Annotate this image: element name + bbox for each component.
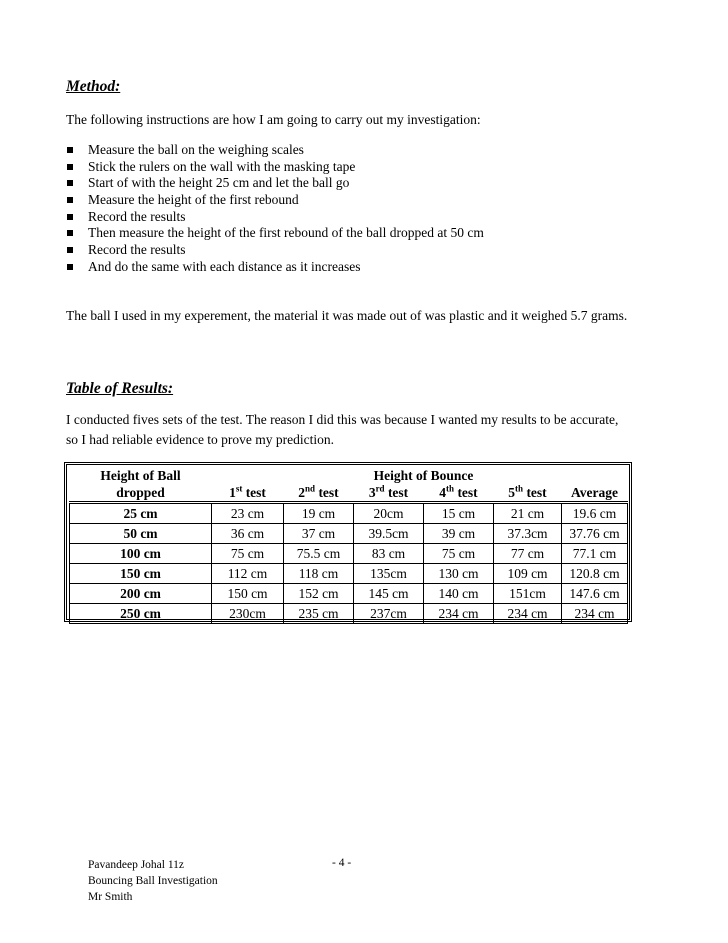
- method-step-text: Measure the height of the first rebound: [88, 192, 299, 208]
- table-cell: 234 cm: [494, 604, 562, 624]
- table-cell: 135cm: [354, 564, 424, 584]
- method-step-text: Stick the rulers on the wall with the masking tape: [88, 158, 356, 174]
- table-cell: 37.76 cm: [562, 524, 628, 544]
- table-row: [70, 524, 628, 544]
- table-row: [70, 584, 628, 604]
- table-cell: 77.1 cm: [562, 544, 628, 564]
- method-step: [66, 242, 484, 259]
- bullet-square-icon: [67, 214, 73, 220]
- table-cell: 37 cm: [284, 524, 354, 544]
- footer-line: Mr Smith: [88, 891, 133, 903]
- ball-note: The ball I used in my experement, the material it was made out of was plastic and it weighed 5.7 grams.: [66, 308, 628, 323]
- method-step: [66, 225, 484, 242]
- table-row: [70, 503, 628, 524]
- table-cell: 152 cm: [284, 584, 354, 604]
- table-cell: 75 cm: [212, 544, 284, 564]
- table-cell: 39.5cm: [354, 524, 424, 544]
- col-header-test-1: 1st test: [212, 484, 284, 503]
- method-step-text: Record the results: [88, 242, 186, 258]
- table-cell: 83 cm: [354, 544, 424, 564]
- bullet-square-icon: [67, 264, 73, 270]
- method-step-text: Start of with the height 25 cm and let the ball go: [88, 175, 350, 191]
- results-table: [69, 467, 628, 624]
- method-step: [66, 175, 484, 192]
- bullet-square-icon: [67, 147, 73, 153]
- table-cell: 21 cm: [494, 503, 562, 524]
- bullet-square-icon: [67, 180, 73, 186]
- col-header-test-2: 2nd test: [284, 484, 354, 503]
- method-intro: The following instructions are how I am going to carry out my investigation:: [66, 112, 481, 127]
- bullet-square-icon: [67, 230, 73, 236]
- table-cell: 140 cm: [424, 584, 494, 604]
- footer-line: Bouncing Ball Investigation: [88, 875, 218, 887]
- col-header-test-5: 5th test: [494, 484, 562, 503]
- footer-info: [88, 857, 218, 905]
- method-step-text: And do the same with each distance as it increases: [88, 258, 361, 274]
- method-step: [66, 209, 484, 226]
- group-header-height-of-bounce: Height of Bounce: [373, 468, 474, 483]
- table-cell: 130 cm: [424, 564, 494, 584]
- table-cell: 120.8 cm: [562, 564, 628, 584]
- footer-line: Pavandeep Johal 11z: [88, 859, 185, 871]
- row-drop-height: 250 cm: [70, 604, 212, 624]
- row-drop-height: 100 cm: [70, 544, 212, 564]
- table-cell: 234 cm: [424, 604, 494, 624]
- table-cell: 20cm: [354, 503, 424, 524]
- table-cell: 237cm: [354, 604, 424, 624]
- table-cell: 75 cm: [424, 544, 494, 564]
- row-drop-height: 150 cm: [70, 564, 212, 584]
- table-cell: 109 cm: [494, 564, 562, 584]
- table-cell: 19.6 cm: [562, 503, 628, 524]
- table-cell: 15 cm: [424, 503, 494, 524]
- table-cell: 75.5 cm: [284, 544, 354, 564]
- results-table-frame: [64, 462, 632, 622]
- table-cell: 37.3cm: [494, 524, 562, 544]
- col-header-average: Average: [562, 484, 628, 503]
- method-step-text: Then measure the height of the first rebound of the ball dropped at 50 cm: [88, 225, 484, 241]
- method-step: [66, 159, 484, 176]
- results-intro: I conducted fives sets of the test. The reason I did this was because I wanted my results to be accurate, so I had reliable evidence to prove my prediction.: [66, 412, 619, 447]
- bullet-square-icon: [67, 247, 73, 253]
- table-cell: 151cm: [494, 584, 562, 604]
- method-heading: Method:: [66, 78, 121, 95]
- table-cell: 150 cm: [212, 584, 284, 604]
- row-drop-height: 200 cm: [70, 584, 212, 604]
- table-cell: 36 cm: [212, 524, 284, 544]
- table-cell: 77 cm: [494, 544, 562, 564]
- col-header-test-4: 4th test: [424, 484, 494, 503]
- col-header-test-3: 3rd test: [354, 484, 424, 503]
- bullet-square-icon: [67, 197, 73, 203]
- table-row: [70, 544, 628, 564]
- row-drop-height: 25 cm: [70, 503, 212, 524]
- table-row: [70, 604, 628, 624]
- method-step: [66, 192, 484, 209]
- table-cell: 147.6 cm: [562, 584, 628, 604]
- method-step-text: Measure the ball on the weighing scales: [88, 142, 304, 157]
- table-cell: 23 cm: [212, 503, 284, 524]
- table-row: [70, 564, 628, 584]
- page-number: - 4 -: [332, 857, 352, 869]
- col-header-height-dropped-line2: dropped: [70, 484, 212, 503]
- table-cell: 235 cm: [284, 604, 354, 624]
- table-cell: 230cm: [212, 604, 284, 624]
- method-step: [66, 142, 484, 159]
- method-step: [66, 259, 484, 276]
- row-drop-height: 50 cm: [70, 524, 212, 544]
- table-cell: 234 cm: [562, 604, 628, 624]
- table-cell: 19 cm: [284, 503, 354, 524]
- results-heading: Table of Results:: [66, 380, 174, 397]
- method-step-text: Record the results: [88, 208, 186, 224]
- method-steps-list: [66, 142, 484, 276]
- table-cell: 39 cm: [424, 524, 494, 544]
- table-cell: 145 cm: [354, 584, 424, 604]
- table-cell: 118 cm: [284, 564, 354, 584]
- col-header-height-dropped-line1: Height of Ball: [100, 468, 181, 483]
- bullet-square-icon: [67, 164, 73, 170]
- table-cell: 112 cm: [212, 564, 284, 584]
